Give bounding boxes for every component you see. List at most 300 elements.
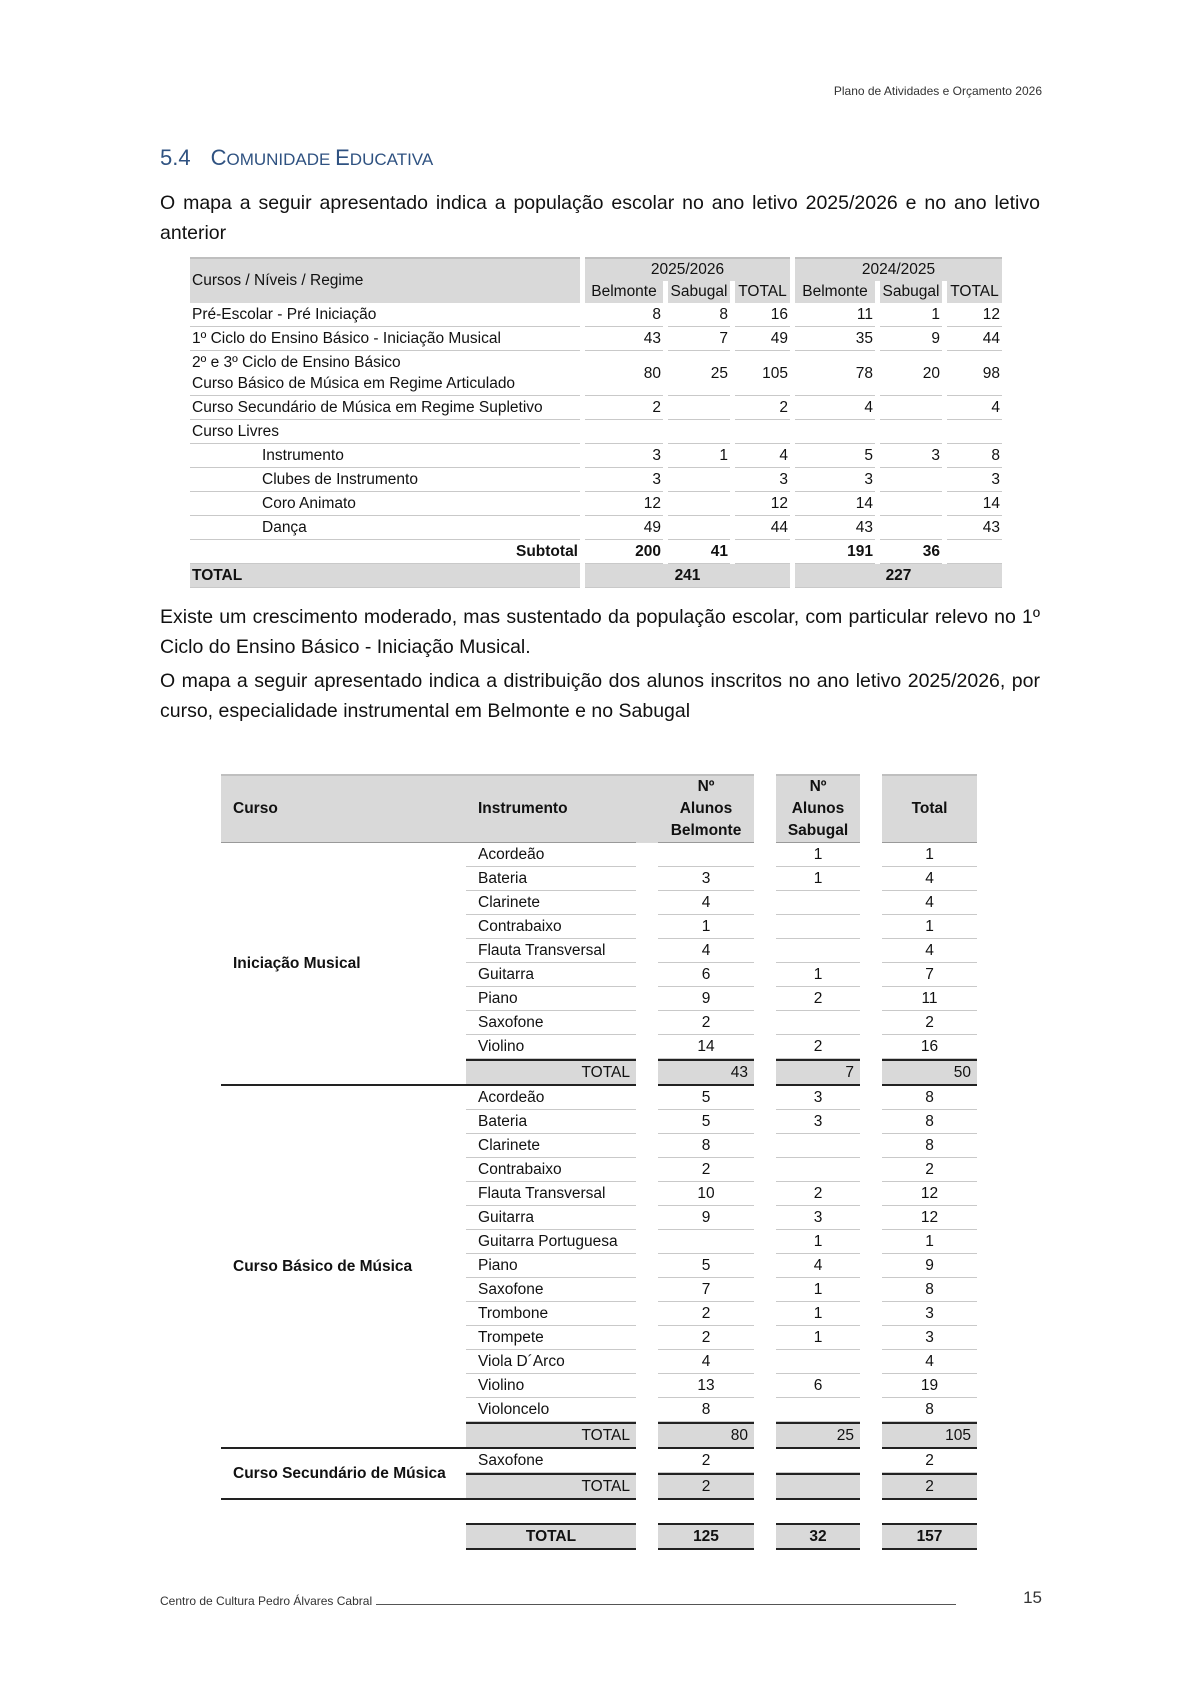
column-gap: [636, 1326, 658, 1350]
section-title-rest2: DUCATIVA: [349, 150, 434, 169]
column-gap: [860, 1035, 882, 1059]
column-gap: [636, 1206, 658, 1230]
spacer-cell: [466, 1500, 636, 1523]
instrument-name: Viola D´Arco: [466, 1350, 636, 1374]
total-count: 4: [882, 891, 977, 915]
column-gap: [636, 867, 658, 891]
total-row: [190, 564, 1002, 588]
sabugal-count: [776, 1134, 860, 1158]
column-gap: [636, 1086, 658, 1110]
cell: 14: [795, 492, 875, 516]
belmonte-count: 5: [658, 1086, 754, 1110]
column-gap: [860, 1278, 882, 1302]
cell: [735, 540, 790, 564]
sabugal-count: [776, 1449, 860, 1473]
cell: 41: [668, 540, 730, 564]
column-gap: [636, 987, 658, 1011]
group-total-belmonte: 43: [658, 1059, 754, 1086]
belmonte-count: 2: [658, 1158, 754, 1182]
cell: 14: [947, 492, 1002, 516]
column-gap: [636, 1473, 658, 1500]
cell: 80: [585, 351, 663, 396]
row-label: Curso Livres: [190, 420, 580, 444]
cell: [880, 420, 942, 444]
table1-sub-total-b: TOTAL: [947, 281, 1002, 303]
column-gap: [754, 891, 776, 915]
column-gap: [754, 1110, 776, 1134]
total-count: 9: [882, 1254, 977, 1278]
column-gap: [860, 939, 882, 963]
column-gap: [754, 1374, 776, 1398]
column-gap: [754, 867, 776, 891]
table-row: [190, 492, 1002, 516]
spacer-cell: [636, 1500, 658, 1523]
cell: 12: [947, 303, 1002, 327]
cell: 2: [735, 396, 790, 420]
belmonte-count: 4: [658, 1350, 754, 1374]
cell: [668, 492, 730, 516]
cell: 25: [668, 351, 730, 396]
total-count: 4: [882, 867, 977, 891]
sabugal-count: [776, 1350, 860, 1374]
cell: 105: [735, 351, 790, 396]
instrument-name: Clarinete: [466, 1134, 636, 1158]
sabugal-count: 3: [776, 1086, 860, 1110]
belmonte-count: 7: [658, 1278, 754, 1302]
column-gap: [636, 1422, 658, 1449]
section-title-cap2: E: [335, 145, 350, 170]
table1-sub-belmonte-b: Belmonte: [795, 281, 875, 303]
instrument-name: Trompete: [466, 1326, 636, 1350]
page-number: 15: [1023, 1588, 1042, 1607]
column-gap: [636, 1523, 658, 1550]
growth-paragraph: Existe um crescimento moderado, mas sustentado da população escolar, com particular relevo no 1º Ciclo do Ensino Básico - Iniciação Musical.: [160, 606, 1040, 658]
row-label: Clubes de Instrumento: [190, 468, 580, 492]
sabugal-count: 1: [776, 1326, 860, 1350]
sabugal-count: 2: [776, 1035, 860, 1059]
total-count: 2: [882, 1449, 977, 1473]
grand-total-belmonte: 125: [658, 1523, 754, 1550]
total-count: 1: [882, 1230, 977, 1254]
table-row: [190, 303, 1002, 327]
column-gap: [860, 1374, 882, 1398]
belmonte-count: 8: [658, 1134, 754, 1158]
cell: 12: [585, 492, 663, 516]
column-gap: [860, 1254, 882, 1278]
total-count: 1: [882, 915, 977, 939]
column-gap: [754, 915, 776, 939]
header-gap: [636, 774, 658, 843]
grand-total-total: 157: [882, 1523, 977, 1550]
table1-header-label: Cursos / Níveis / Regime: [190, 257, 580, 303]
column-gap: [860, 1206, 882, 1230]
column-gap: [860, 891, 882, 915]
total-count: 12: [882, 1182, 977, 1206]
group-total-sabugal: [776, 1473, 860, 1500]
instrument-name: Acordeão: [466, 1086, 636, 1110]
total-count: 2: [882, 1011, 977, 1035]
cell: 4: [735, 444, 790, 468]
column-gap: [754, 1086, 776, 1110]
row-label: Curso Secundário de Música em Regime Supletivo: [190, 396, 580, 420]
spacer-cell: [754, 1500, 776, 1523]
section-title-cap1: C: [210, 145, 227, 170]
belmonte-count: 4: [658, 891, 754, 915]
column-gap: [754, 1302, 776, 1326]
footer-org: Centro de Cultura Pedro Álvares Cabral: [160, 1594, 373, 1608]
column-gap: [636, 939, 658, 963]
column-gap: [754, 1158, 776, 1182]
cell: 49: [585, 516, 663, 540]
table1-year-b: 2024/2025: [795, 257, 1002, 281]
row-label-line1: 2º e 3º Ciclo de Ensino Básico: [192, 354, 401, 371]
table-row: [190, 468, 1002, 492]
cell: 3: [585, 468, 663, 492]
instrument-name: Bateria: [466, 867, 636, 891]
table1-sub-sabugal-b: Sabugal: [880, 281, 942, 303]
spacer-cell: [658, 1500, 754, 1523]
column-gap: [754, 1326, 776, 1350]
column-gap: [636, 1230, 658, 1254]
column-gap: [636, 1254, 658, 1278]
instrument-name: Violino: [466, 1035, 636, 1059]
table-row: [221, 1449, 977, 1473]
column-gap: [636, 1278, 658, 1302]
cell: 8: [585, 303, 663, 327]
blank-cell: [221, 1523, 466, 1550]
table-row: [190, 327, 1002, 351]
sabugal-count: 1: [776, 1278, 860, 1302]
cell: [880, 516, 942, 540]
row-label: 1º Ciclo do Ensino Básico - Iniciação Musical: [190, 327, 580, 351]
cell: [795, 420, 875, 444]
total-count: 11: [882, 987, 977, 1011]
instrument-name: Flauta Transversal: [466, 939, 636, 963]
sabugal-count: 2: [776, 987, 860, 1011]
instrument-distribution-table: [221, 774, 977, 1550]
spacer-cell: [860, 1500, 882, 1523]
belmonte-count: 2: [658, 1011, 754, 1035]
total-count: 1: [882, 843, 977, 867]
belmonte-count: 2: [658, 1326, 754, 1350]
header-belmonte: Nº Alunos Belmonte: [658, 774, 754, 843]
instrument-name: Saxofone: [466, 1449, 636, 1473]
column-gap: [754, 1011, 776, 1035]
cell: 12: [735, 492, 790, 516]
column-gap: [636, 1302, 658, 1326]
header-curso: Curso: [221, 774, 466, 843]
group-total-belmonte: 80: [658, 1422, 754, 1449]
instrument-name: Flauta Transversal: [466, 1182, 636, 1206]
instrument-name: Guitarra: [466, 1206, 636, 1230]
column-gap: [636, 1350, 658, 1374]
sabugal-count: [776, 939, 860, 963]
group-total-label: TOTAL: [466, 1422, 636, 1449]
total-count: 12: [882, 1206, 977, 1230]
cell: [668, 420, 730, 444]
column-gap: [860, 1350, 882, 1374]
column-gap: [636, 1158, 658, 1182]
subtotal-label: Subtotal: [190, 540, 580, 564]
table1-sub-sabugal-a: Sabugal: [668, 281, 730, 303]
table1-sub-total-a: TOTAL: [735, 281, 790, 303]
row-label: [190, 351, 580, 396]
cell: 16: [735, 303, 790, 327]
cell: 1: [880, 303, 942, 327]
cell: [668, 516, 730, 540]
column-gap: [754, 1350, 776, 1374]
column-gap: [754, 1035, 776, 1059]
instrument-name: Violino: [466, 1374, 636, 1398]
column-gap: [860, 1086, 882, 1110]
cell: [668, 396, 730, 420]
table-row: [190, 444, 1002, 468]
instrument-name: Piano: [466, 987, 636, 1011]
table-row: [190, 351, 1002, 396]
sabugal-count: 6: [776, 1374, 860, 1398]
group-total-label: TOTAL: [466, 1059, 636, 1086]
instrument-name: Contrabaixo: [466, 915, 636, 939]
table-row: [221, 843, 977, 867]
cell: 44: [947, 327, 1002, 351]
column-gap: [860, 915, 882, 939]
cell: 1: [668, 444, 730, 468]
belmonte-count: 5: [658, 1254, 754, 1278]
column-gap: [754, 1134, 776, 1158]
belmonte-count: 13: [658, 1374, 754, 1398]
total-label: TOTAL: [190, 564, 580, 588]
instrument-name: Clarinete: [466, 891, 636, 915]
column-gap: [754, 1422, 776, 1449]
instrument-name: Piano: [466, 1254, 636, 1278]
cell: 11: [795, 303, 875, 327]
column-gap: [754, 1523, 776, 1550]
cell: [735, 420, 790, 444]
total-count: 4: [882, 1350, 977, 1374]
group-total-total: 105: [882, 1422, 977, 1449]
belmonte-count: 9: [658, 1206, 754, 1230]
header-gap: [754, 774, 776, 843]
intro-paragraph-1: O mapa a seguir apresentado indica a população escolar no ano letivo 2025/2026 e no ano letivo anterior: [160, 192, 1040, 244]
column-gap: [860, 1134, 882, 1158]
cell: 98: [947, 351, 1002, 396]
group-total-total: 50: [882, 1059, 977, 1086]
column-gap: [636, 1059, 658, 1086]
cell: 43: [585, 327, 663, 351]
total-b: 227: [795, 564, 1002, 588]
total-count: 3: [882, 1302, 977, 1326]
header-sabugal: Nº Alunos Sabugal: [776, 774, 860, 843]
instrument-name: Violoncelo: [466, 1398, 636, 1422]
sabugal-count: 1: [776, 867, 860, 891]
column-gap: [860, 1110, 882, 1134]
total-count: 19: [882, 1374, 977, 1398]
instrument-name: Saxofone: [466, 1011, 636, 1035]
row-label: Dança: [190, 516, 580, 540]
cell: 20: [880, 351, 942, 396]
instrument-name: Bateria: [466, 1110, 636, 1134]
footer-rule: [376, 1604, 956, 1605]
column-gap: [754, 1182, 776, 1206]
total-count: 16: [882, 1035, 977, 1059]
spacer-cell: [882, 1500, 977, 1523]
cell: 43: [795, 516, 875, 540]
column-gap: [754, 1059, 776, 1086]
total-count: 8: [882, 1134, 977, 1158]
spacer-cell: [221, 1500, 466, 1523]
course-name: Curso Básico de Música: [221, 1086, 466, 1449]
row-label: Pré-Escolar - Pré Iniciação: [190, 303, 580, 327]
sabugal-count: [776, 1158, 860, 1182]
column-gap: [860, 843, 882, 867]
sabugal-count: 1: [776, 843, 860, 867]
cell: 3: [735, 468, 790, 492]
total-count: 8: [882, 1278, 977, 1302]
column-gap: [754, 1449, 776, 1473]
belmonte-count: 1: [658, 915, 754, 939]
column-gap: [636, 1110, 658, 1134]
intro-paragraph-2: O mapa a seguir apresentado indica a distribuição dos alunos inscritos no ano letivo 2025/2026, por curso, especialidade instrumental em Belmonte e no Sabugal: [160, 670, 1040, 722]
group-total-total: 2: [882, 1473, 977, 1500]
column-gap: [860, 1158, 882, 1182]
sabugal-count: 2: [776, 1182, 860, 1206]
column-gap: [860, 987, 882, 1011]
column-gap: [636, 843, 658, 867]
column-gap: [636, 1134, 658, 1158]
course-name: Curso Secundário de Música: [221, 1449, 466, 1500]
sabugal-count: [776, 1011, 860, 1035]
total-count: 3: [882, 1326, 977, 1350]
belmonte-count: 3: [658, 867, 754, 891]
header-instrumento: Instrumento: [466, 774, 636, 843]
column-gap: [754, 1254, 776, 1278]
population-table: [185, 257, 1007, 588]
table-row: [190, 420, 1002, 444]
cell: 3: [585, 444, 663, 468]
belmonte-count: 8: [658, 1398, 754, 1422]
cell: 44: [735, 516, 790, 540]
cell: 43: [947, 516, 1002, 540]
column-gap: [636, 1182, 658, 1206]
belmonte-count: 9: [658, 987, 754, 1011]
cell: 200: [585, 540, 663, 564]
cell: [880, 468, 942, 492]
belmonte-count: 10: [658, 1182, 754, 1206]
cell: 3: [795, 468, 875, 492]
column-gap: [860, 1326, 882, 1350]
column-gap: [860, 867, 882, 891]
column-gap: [860, 1230, 882, 1254]
spacer-cell: [776, 1500, 860, 1523]
subtotal-row: [190, 540, 1002, 564]
column-gap: [754, 963, 776, 987]
sabugal-count: 1: [776, 963, 860, 987]
cell: 4: [795, 396, 875, 420]
column-gap: [860, 963, 882, 987]
sabugal-count: [776, 891, 860, 915]
cell: [880, 492, 942, 516]
column-gap: [636, 891, 658, 915]
instrument-name: Guitarra: [466, 963, 636, 987]
running-header: Plano de Atividades e Orçamento 2026: [833, 84, 1042, 98]
group-total-label: TOTAL: [466, 1473, 636, 1500]
row-label-line2: Curso Básico de Música em Regime Articulado: [192, 375, 516, 392]
column-gap: [754, 1473, 776, 1500]
column-gap: [636, 1374, 658, 1398]
cell: [668, 468, 730, 492]
sabugal-count: 1: [776, 1302, 860, 1326]
cell: 3: [947, 468, 1002, 492]
row-label: Coro Animato: [190, 492, 580, 516]
cell: 36: [880, 540, 942, 564]
instrument-name: Guitarra Portuguesa: [466, 1230, 636, 1254]
column-gap: [754, 843, 776, 867]
cell: 5: [795, 444, 875, 468]
cell: 8: [947, 444, 1002, 468]
section-number: 5.4: [160, 145, 191, 170]
cell: 4: [947, 396, 1002, 420]
column-gap: [636, 1035, 658, 1059]
column-gap: [860, 1398, 882, 1422]
group-total-belmonte: 2: [658, 1473, 754, 1500]
cell: 2: [585, 396, 663, 420]
row-label: Instrumento: [190, 444, 580, 468]
column-gap: [754, 987, 776, 1011]
cell: [947, 540, 1002, 564]
belmonte-count: 5: [658, 1110, 754, 1134]
column-gap: [636, 1449, 658, 1473]
column-gap: [636, 963, 658, 987]
header-gap: [860, 774, 882, 843]
cell: 9: [880, 327, 942, 351]
belmonte-count: [658, 843, 754, 867]
table1-sub-belmonte-a: Belmonte: [585, 281, 663, 303]
cell: [880, 396, 942, 420]
column-gap: [636, 1398, 658, 1422]
column-gap: [860, 1473, 882, 1500]
cell: 35: [795, 327, 875, 351]
column-gap: [636, 1011, 658, 1035]
sabugal-count: 1: [776, 1230, 860, 1254]
table-row: [190, 396, 1002, 420]
belmonte-count: [658, 1230, 754, 1254]
column-gap: [754, 1398, 776, 1422]
column-gap: [860, 1011, 882, 1035]
group-total-sabugal: 25: [776, 1422, 860, 1449]
belmonte-count: 14: [658, 1035, 754, 1059]
total-count: 8: [882, 1110, 977, 1134]
instrument-name: Saxofone: [466, 1278, 636, 1302]
column-gap: [754, 939, 776, 963]
cell: 7: [668, 327, 730, 351]
spacer-row: [221, 1500, 977, 1523]
section-title-rest1: OMUNIDADE: [226, 150, 336, 169]
column-gap: [754, 1278, 776, 1302]
total-count: 7: [882, 963, 977, 987]
column-gap: [754, 1230, 776, 1254]
column-gap: [860, 1182, 882, 1206]
total-count: 8: [882, 1398, 977, 1422]
total-count: 4: [882, 939, 977, 963]
instrument-name: Trombone: [466, 1302, 636, 1326]
table-row: [190, 516, 1002, 540]
sabugal-count: 4: [776, 1254, 860, 1278]
header-total: Total: [882, 774, 977, 843]
footer: [160, 1594, 980, 1608]
belmonte-count: 6: [658, 963, 754, 987]
total-a: 241: [585, 564, 790, 588]
cell: 3: [880, 444, 942, 468]
